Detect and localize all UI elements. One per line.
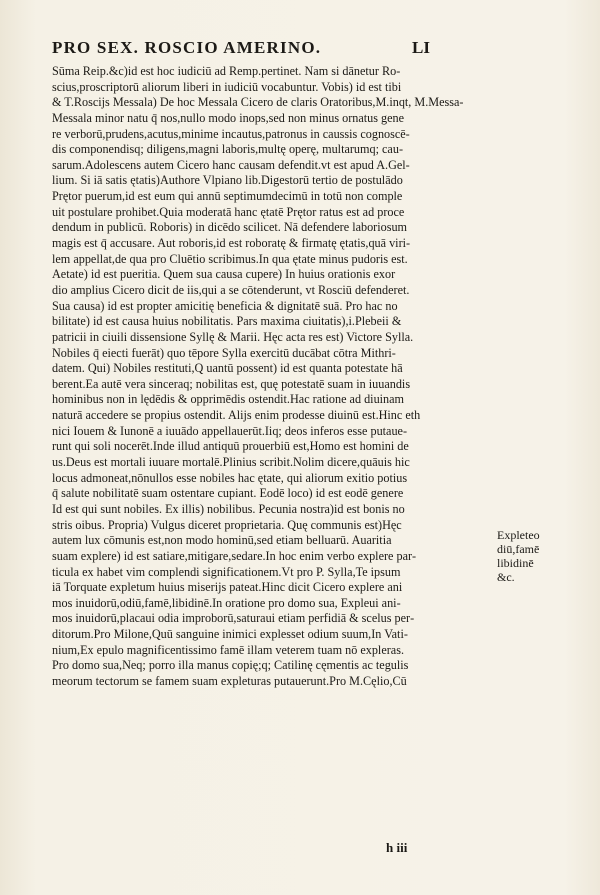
text-line: ditorum.Pro Milone,Quū sanguine inimici explesset odium suum,In Vati‑ (52, 627, 408, 642)
text-line: uit postulare prohibet.Quia moderatā hanc ętatē Prętor ratus est ad proce (52, 204, 405, 219)
text-line: re verborū,prudens,acutus,minime incautus,patronus in caussis cognoscē‑ (52, 126, 410, 141)
text-line: iā Torquate expletum huius miserijs pateat.Hinc dicit Cicero explere ani (52, 580, 403, 595)
text-line: Prętor puerum,id est eum qui annū septimumdecimū in totū non comple (52, 189, 403, 204)
text-line: bilitate) id est causa huius nobilitatis. Pars maxima ciuitatis),i.Plebeii & (52, 314, 402, 329)
text-line: q̄ salute nobilitatē suam ostentare cupiant. Eodē loco) id est eodē genere (52, 486, 404, 501)
text-line: nici Iouem & Iunonē a iuuādo appellauerūt.Iiq; deos inferos esse putaue‑ (52, 423, 408, 438)
text-line: suam explere) id est satiare,mitigare,sedare.In hoc enim verbo explere par‑ (52, 548, 417, 563)
text-line: ticula ex habet vim complendi significationem.Vt pro P. Sylla,Te ipsum (52, 564, 401, 579)
signature-mark: h iii (386, 840, 408, 855)
text-line: autem lux cōmunis est,non modo hominū,sed etiam belluarū. Auaritia (52, 533, 392, 548)
text-line: dio amplius Cicero dicit de iis,qui a se cōtenderunt, vt Rosciū defenderet. (52, 282, 410, 297)
text-line: scius,proscriptorū aliorum liberi in iudiciū vocabuntur. Vobis) id est tibi (52, 79, 402, 94)
text-line: Nobiles q̄ eiecti fuerāt) quo tēpore Sylla exercitū ducābat cōtra Mithri‑ (52, 345, 396, 360)
text-line: & T.Roscijs Messala) De hoc Messala Cicero de claris Oratoribus,M.inqt, M.Messa‑ (52, 95, 464, 110)
text-line: stris oibus. Propria) Vulgus diceret proprietaria. Quę communis est)Hęc (52, 517, 402, 532)
text-line: mos inuidorū,odiū,famē,libidinē.In oratione pro domo sua, Expleui ani‑ (52, 595, 401, 610)
marginal-note-line: diū,famē (497, 542, 540, 556)
text-line: naturā accedere se propius ostendit. Alijs enim prodesse diuinū est.Hinc eth (52, 408, 421, 423)
text-line: berent.Ea autē vera sinceraq; nobilitas est, quę potestatē suam in iuuandis (52, 376, 411, 391)
text-line: datem. Qui) Nobiles restituti,Q uantū possent) id est quanta potestate hā (52, 361, 403, 376)
text-line: mos inuidorū,placaui odia improborū,saturaui etiam perfidiā & scelus per‑ (52, 611, 415, 626)
text-line: Aetate) id est pueritia. Quem sua causa cupere) In huius orationis exor (52, 267, 396, 282)
page-header (52, 38, 462, 62)
text-line: Pro domo sua,Neq; porro illa manus copię;q; Catilinę cęmentis ac tegulis (52, 658, 409, 673)
text-line: meorum tectorum se famem suam expleturas putauerunt.Pro M.Cęlio,Cū (52, 673, 407, 688)
text-line: runt qui soli nocerēt.Inde illud antiquū prouerbiū est,Homo est homini de (52, 439, 409, 454)
text-line: sarum.Adolescens autem Cicero hanc causam defendit.vt est apud A.Gel‑ (52, 157, 410, 172)
marginal-note-line: Expleteo (497, 528, 540, 542)
text-line: Sua causa) id est propter amicitię beneficia & dignitatē suā. Pro hac no (52, 298, 398, 313)
commentary-text (52, 64, 494, 690)
running-head: PRO SEX. ROSCIO AMERINO. (52, 38, 322, 57)
text-line: Id est qui sunt nobiles. Ex illis) nobilibus. Pecunia nostra)id est bonis no (52, 501, 405, 516)
text-line: Sūma Reip.&c)id est hoc iudiciū ad Remp.pertinet. Nam si dānetur Ro‑ (52, 64, 401, 78)
marginal-note-line: &c. (497, 570, 515, 584)
marginal-note (497, 528, 557, 584)
text-line: Messala minor natu q̄ nos,nullo modo inops,sed non minus ornatus gene (52, 110, 405, 125)
marginal-note-line: libidinē (497, 556, 534, 570)
folio-number: LI (412, 38, 430, 57)
text-line: lium. Si iā satis ętatis)Authore Vlpiano lib.Digestorū tertio de postulādo (52, 173, 403, 188)
text-line: magis est q̄ accusare. Aut roboris,id est roboratę & firmatę ętatis,quā viri‑ (52, 236, 411, 251)
text-line: us.Deus est mortali iuuare mortalē.Plinius scribit.Nolim dicere,quāuis hic (52, 455, 410, 470)
text-line: dendum in publicū. Roboris) in dicēdo scilicet. Nā defendere laboriosum (52, 220, 408, 235)
text-line: patricii in ciuili dissensione Syllę & Marii. Hęc acta res est) Victore Sylla. (52, 329, 414, 344)
text-line: hominibus non in lędēdis & opprimēdis ostendit.Hac ratione ad diuinam (52, 392, 405, 407)
text-line: locus admoneat,nōnullos esse nobiles hac ętate, qui aliorum exitio potius (52, 470, 408, 485)
text-line: lem appellat,de qua pro Cluētio scribimus.In qua ętate minus pudoris est. (52, 251, 408, 266)
text-line: dis componendisq; diligens,magni laboris,multę operę, multarumq; cau‑ (52, 142, 403, 157)
text-line: nium,Ex epulo magnificentissimo famē illam veterem tuam nō expleras. (52, 642, 404, 657)
